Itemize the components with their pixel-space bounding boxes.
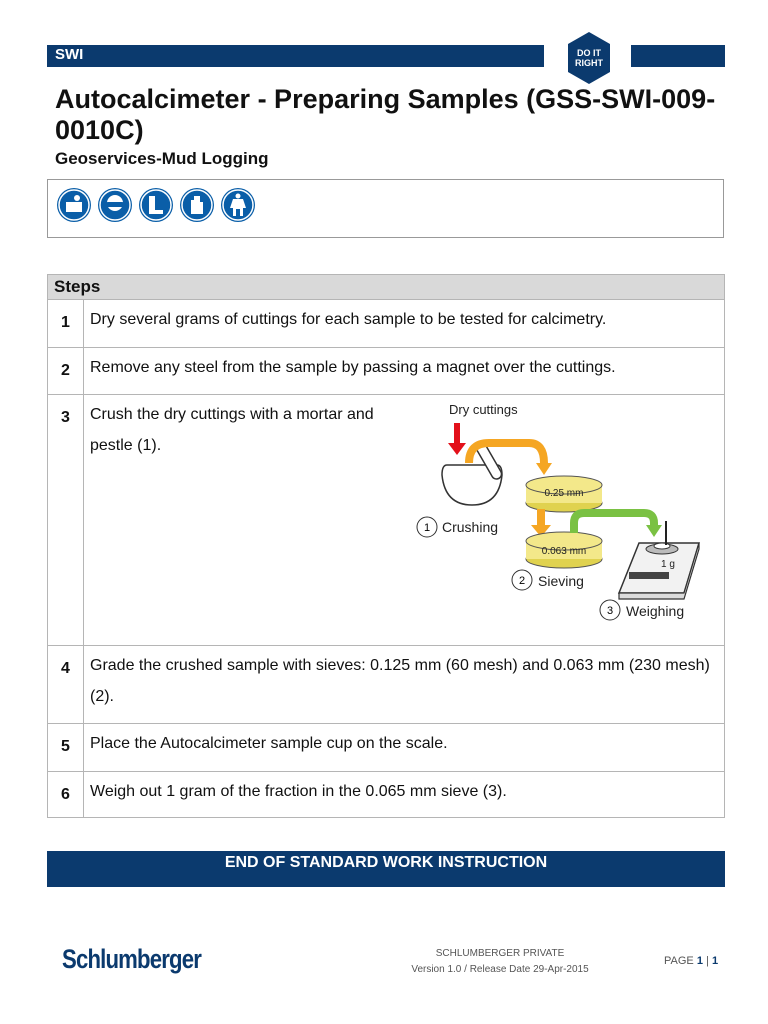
step-text: Dry several grams of cuttings for each sample to be tested for calcimetry. [84,300,725,348]
svg-text:3: 3 [606,605,614,617]
footer-version: Version 1.0 / Release Date 29-Apr-2015 [411,964,589,975]
coverall-icon [221,188,255,222]
step-number: 3 [48,395,84,646]
safety-boots-icon [139,188,173,222]
svg-text:2: 2 [518,575,526,587]
step-text: Place the Autocalcimeter sample cup on the scale. [84,724,725,772]
section-label: SWI [55,46,84,63]
scale-reading: 1 g [661,559,675,570]
step-number: 6 [48,772,84,818]
table-row [48,646,725,724]
header-bar [47,45,544,67]
sieve-1-label: 0.25 mm [544,488,584,499]
ppe-panel [47,179,724,238]
svg-text:RIGHT: RIGHT [575,58,603,68]
table-row [48,772,725,818]
table-row [48,724,725,772]
step-text: Remove any steel from the sample by passing a magnet over the cuttings. [84,348,725,395]
sieve-2-label: 0.063 mm [541,546,587,557]
table-row [48,300,725,348]
read-manual-icon [57,188,91,222]
step-number: 5 [48,724,84,772]
page-number: PAGE 1 | 1 [664,955,719,967]
svg-text:DO IT: DO IT [577,48,601,58]
page-subtitle: Geoservices-Mud Logging [55,149,269,168]
page-title: Autocalcimeter - Preparing Samples (GSS-SWI-009-0010C) [55,84,716,145]
step-text: Crush the dry cuttings with a mortar and pestle (1). [90,406,374,454]
gloves-icon [180,188,214,222]
step-number: 1 [48,300,84,348]
schlumberger-logo: Schlumberger [62,944,202,974]
sieving-label: Sieving [538,573,584,589]
footer-classification: SCHLUMBERGER PRIVATE [435,948,565,959]
step-text: Weigh out 1 gram of the fraction in the 0.065 mm sieve (3). [84,772,725,818]
end-banner-text: END OF STANDARD WORK INSTRUCTION [224,854,548,871]
dry-cuttings-label: Dry cuttings [449,402,518,417]
crushing-label: Crushing [442,519,499,535]
flow-arrow-3 [574,513,654,533]
header-bar-right [631,45,725,67]
table-row [48,348,725,395]
flow-arrow-2 [537,509,545,527]
sample-prep-diagram [414,397,714,633]
safety-glasses-icon [98,188,132,222]
steps-header: Steps [48,275,725,300]
do-it-right-badge [564,31,614,85]
table-row [48,395,725,646]
step-number: 2 [48,348,84,395]
steps-table [47,274,725,818]
svg-text:1: 1 [423,522,431,534]
step-number: 4 [48,646,84,724]
step-text: Grade the crushed sample with sieves: 0.125 mm (60 mesh) and 0.063 mm (230 mesh) (2). [84,646,725,724]
weighing-label: Weighing [626,603,685,619]
input-arrow [448,423,466,455]
